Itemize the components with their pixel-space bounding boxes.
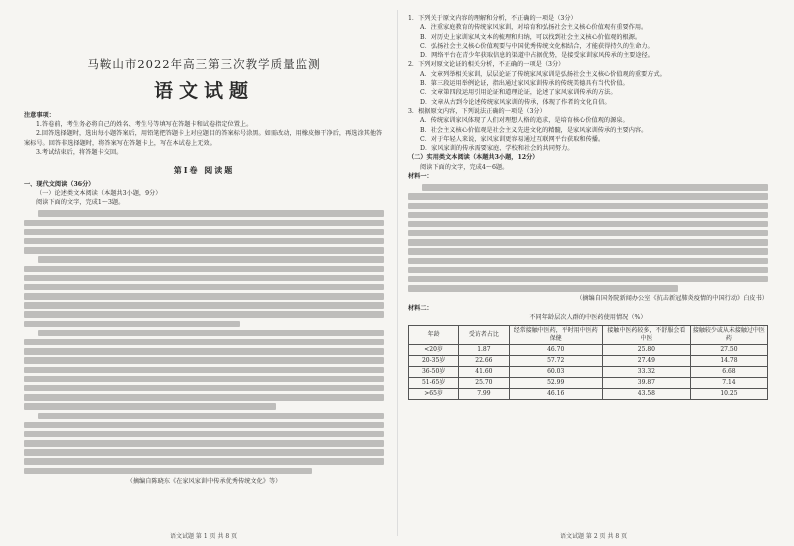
table-cell: 20-35岁 bbox=[409, 356, 459, 367]
table-title: 不同年龄层次人群的中医药使用情况（%） bbox=[529, 313, 647, 321]
note-1: 1.答卷前，考生务必将自己的姓名、考生号等填写在答题卡和试卷指定位置上。 bbox=[36, 121, 253, 129]
q3-option-c: C．对于年轻人来说，家风家训更容易通过互联网平台获取和传播。 bbox=[420, 135, 605, 143]
table-cell: 52.99 bbox=[509, 378, 602, 389]
instructions: 阅读下面的文字，完成1～3题。 bbox=[36, 199, 125, 207]
notes-heading: 注意事项： bbox=[24, 112, 55, 119]
table-row bbox=[409, 389, 768, 400]
table-cell: 46.16 bbox=[509, 389, 602, 400]
table-cell: 43.58 bbox=[602, 389, 690, 400]
exam-title: 马鞍山市2022年高三第三次教学质量监测 bbox=[87, 57, 321, 71]
table-cell: 27.50 bbox=[690, 345, 767, 356]
question-2: 2．下列对原文论证的相关分析，不正确的一项是（3分） bbox=[408, 61, 565, 69]
table-header: 受访者占比 bbox=[459, 326, 509, 345]
table-cell: 46.70 bbox=[509, 345, 602, 356]
table-cell: >65岁 bbox=[409, 389, 459, 400]
q3-option-d: D．家风家训的传承需要家庭、学校和社会的共同努力。 bbox=[420, 145, 574, 153]
material-1-label: 材料一： bbox=[408, 173, 433, 181]
table-cell: 25.70 bbox=[459, 378, 509, 389]
right-page-footer: 语文试题 第 2 页 共 8 页 bbox=[560, 533, 628, 540]
question-3: 3．根据原文内容，下列说法正确的一项是（3分） bbox=[408, 107, 546, 115]
note-2: 2.回答选择题时，选出每小题答案后，用铅笔把答题卡上对应题目的答案标号涂黑。如需改动，用橡皮擦干净后，再选涂其他答案标号。回答非选择题时，将答案写在答题卡上，写在本试卷上无效。 bbox=[24, 130, 383, 147]
table-cell: 39.87 bbox=[602, 378, 690, 389]
table-cell: 36-50岁 bbox=[409, 367, 459, 378]
page-divider bbox=[397, 10, 398, 536]
table-cell: 1.87 bbox=[459, 345, 509, 356]
table-cell: 41.60 bbox=[459, 367, 509, 378]
table-header: 接触中医药较多，不舒服会看中医 bbox=[602, 326, 690, 345]
table-cell: 10.25 bbox=[690, 389, 767, 400]
table-row bbox=[409, 367, 768, 378]
table-header: 年龄 bbox=[409, 326, 459, 345]
q2-option-b: B．第三段运用举例论证，指出通过家风家训传承的传统美德具有当代价值。 bbox=[420, 80, 629, 88]
subject-title: 语文试题 bbox=[153, 80, 254, 102]
table-cell: 33.32 bbox=[602, 367, 690, 378]
table-cell: 14.78 bbox=[690, 356, 767, 367]
subsection-heading: （一）论述类文本阅读（本题共3小题，9分） bbox=[36, 190, 162, 198]
table-row bbox=[409, 356, 768, 367]
left-page bbox=[24, 18, 384, 486]
table-cell: 7.14 bbox=[690, 378, 767, 389]
table-cell: 57.72 bbox=[509, 356, 602, 367]
q3-option-b: B．社会主义核心价值观是社会主义先进文化的精髓，是家风家训传承的主要内容。 bbox=[420, 126, 648, 134]
q1-option-b: B．对历史上家训家风文本的梳理和归纳，可以找到社会主义核心价值观的根源。 bbox=[420, 33, 642, 41]
article-body bbox=[24, 210, 384, 474]
note-3: 3.考试结束后，将答题卡交回。 bbox=[36, 148, 123, 156]
table-cell: 6.68 bbox=[690, 367, 767, 378]
q2-option-a: A．文章列举相关家训，层层论证了传统家风家训是弘扬社会主义核心价值观的重要方式。 bbox=[420, 70, 666, 78]
left-page-footer: 语文试题 第 1 页 共 8 页 bbox=[170, 533, 238, 540]
article-source: （摘编自陈晓东《在家风家训中传承优秀传统文化》等） bbox=[126, 477, 282, 485]
part-title: 第Ⅰ卷 阅读题 bbox=[173, 165, 235, 176]
material-2-label: 材料二： bbox=[408, 304, 433, 312]
q2-option-c: C．文章第四段运用引用论证和道理论证，论述了家风家训传承的方法。 bbox=[420, 89, 617, 97]
table-cell: <20岁 bbox=[409, 345, 459, 356]
question-1: 1．下列关于原文内容的理解和分析，不正确的一项是（3分） bbox=[408, 15, 577, 22]
data-table bbox=[408, 325, 768, 400]
q1-option-a: A．注重家庭教育的传统家风家训，对培育和弘扬社会主义核心价值观有重要作用。 bbox=[420, 24, 648, 32]
table-header: 接触较少或从未接触过中医药 bbox=[690, 326, 767, 345]
table-cell: 51-65岁 bbox=[409, 378, 459, 389]
right-page bbox=[408, 14, 768, 400]
q2-option-d: D．文章从古到今论述传统家风家训的传承，体现了作者的文化自信。 bbox=[420, 98, 611, 106]
material-1-body bbox=[408, 184, 768, 291]
table-cell: 60.03 bbox=[509, 367, 602, 378]
table-row bbox=[409, 378, 768, 389]
material-1-source: （摘编自国务院新闻办公室《抗击新冠肺炎疫情的中国行动》白皮书） bbox=[576, 295, 768, 303]
table-cell: 7.99 bbox=[459, 389, 509, 400]
section-heading: 一、现代文阅读（36分） bbox=[24, 181, 95, 189]
table-cell: 27.49 bbox=[602, 356, 690, 367]
q3-option-a: A．传统家训家风体现了人们对理想人格的追求，是培育核心价值观的源泉。 bbox=[420, 117, 629, 125]
q1-option-d: D．网络平台在青少年获取信息的渠道中占据优势，是接受家训家风传承的主要途径。 bbox=[420, 52, 654, 60]
table-header: 经常接触中医药，平时用中医药保健 bbox=[509, 326, 602, 345]
table-row bbox=[409, 345, 768, 356]
instructions-2: 阅读下面的文字，完成4～6题。 bbox=[420, 163, 509, 171]
subsection-heading-2: （二）实用类文本阅读（本题共3小题，12分） bbox=[408, 154, 539, 162]
q1-option-c: C．弘扬社会主义核心价值观要与中国优秀传统文化相结合，才能获得持久的生命力。 bbox=[420, 42, 654, 50]
table-cell: 25.80 bbox=[602, 345, 690, 356]
table-cell: 22.66 bbox=[459, 356, 509, 367]
table-header-row bbox=[409, 326, 768, 345]
